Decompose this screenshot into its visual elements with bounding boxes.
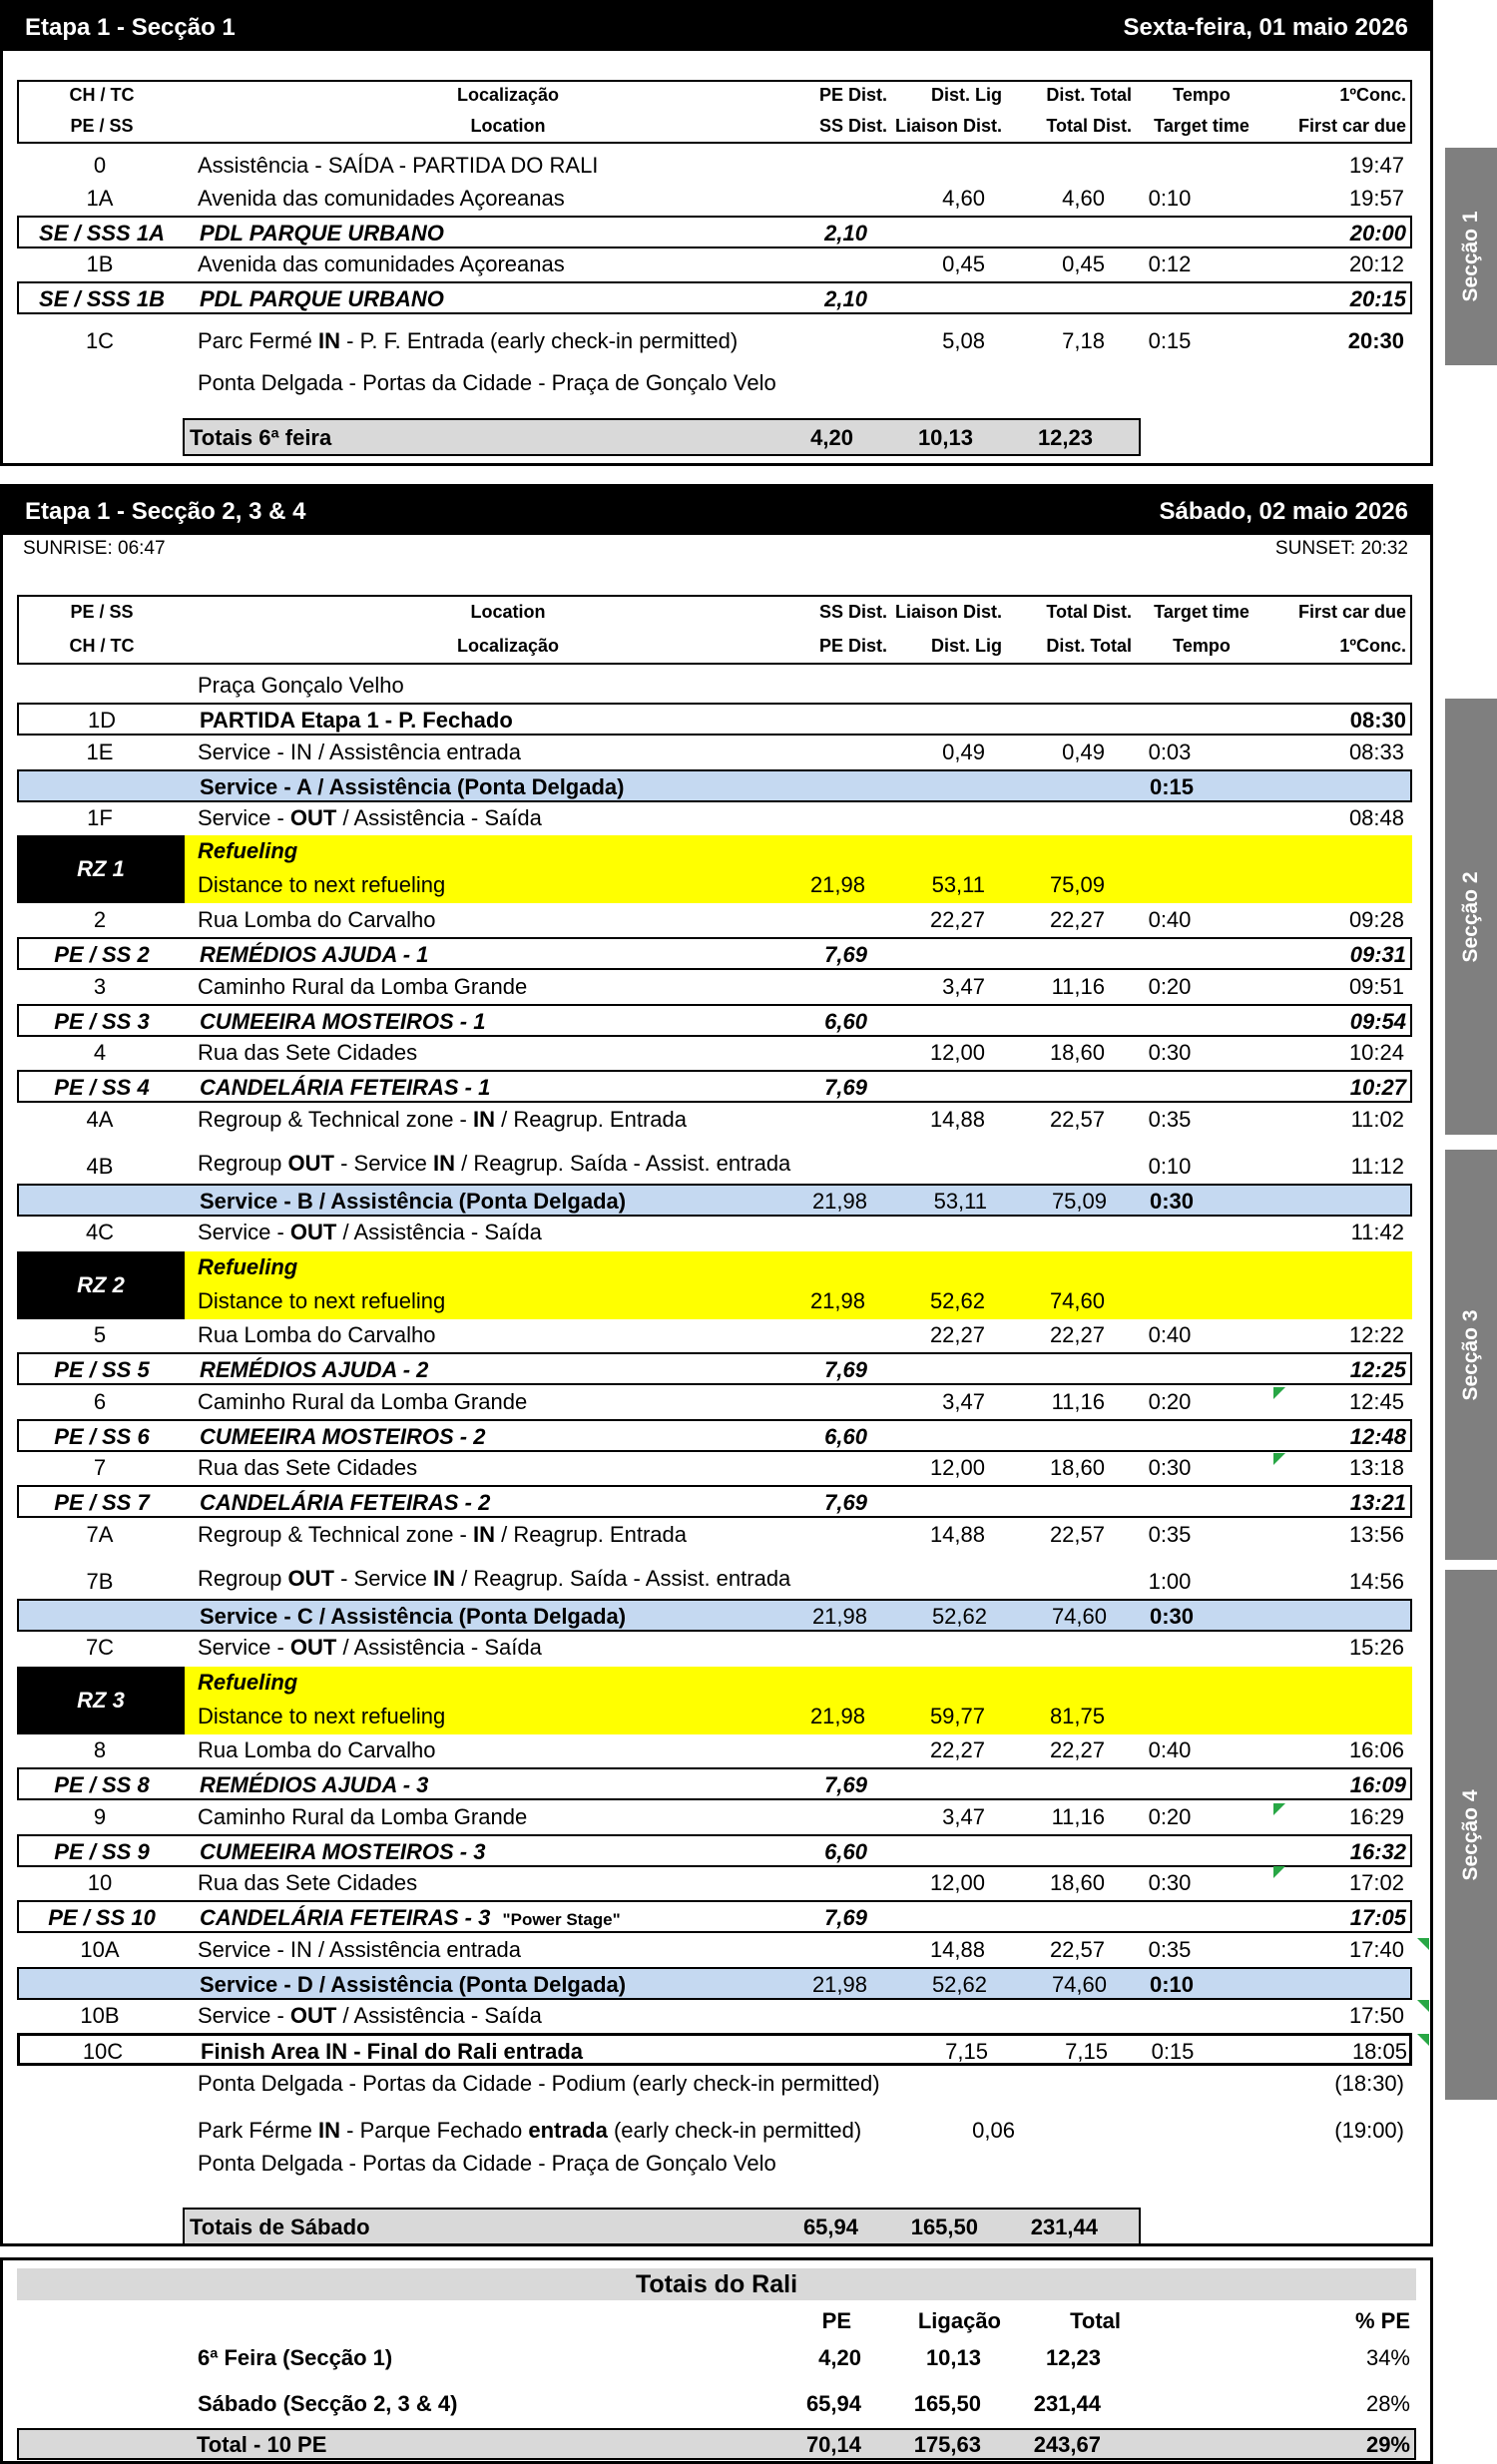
col-loc-en: Location [470, 116, 546, 136]
col-lig-en: Liaison Dist. [894, 116, 1002, 136]
section1-titlebar [3, 3, 1430, 51]
stage-row: SE / SSS 1B PDL PARQUE URBANO 2,10 20:15 [17, 281, 1412, 314]
stage-row: PE / SS 10 CANDELÁRIA FETEIRAS - 3 "Power Stage" 7,69 17:05 [17, 1900, 1412, 1933]
section2-titlebar [3, 487, 1430, 535]
comment-marker [1273, 1387, 1285, 1399]
stage-row: PE / SS 4 CANDELÁRIA FETEIRAS - 1 7,69 10:27 [17, 1070, 1412, 1103]
stage-row: SE / SSS 1A PDL PARQUE URBANO 2,10 20:00 [17, 216, 1412, 248]
col-pe: PE Dist. [818, 85, 887, 105]
section1-tab: Secção 1 [1445, 148, 1497, 365]
table-row: 1A Avenida das comunidades Açoreanas 4,60 4,60 0:10 19:57 [86, 186, 1404, 211]
table-row: 5 Rua Lomba do Carvalho 22,27 22,27 0:40 12:22 [93, 1322, 1404, 1347]
table-row: 8 Rua Lomba do Carvalho 22,27 22,27 0:40 16:06 [93, 1737, 1404, 1762]
refuel-zone-3: RZ 3 Refueling Distance to next refueling 21,98 59,77 81,75 [17, 1667, 1412, 1734]
comment-marker [1417, 1938, 1429, 1950]
table-row: 0 Assistência - SAÍDA - PARTIDA DO RALI 19:47 [93, 153, 1404, 178]
col-ch-en: PE / SS [70, 116, 134, 136]
col-fcd-en: First car due [1297, 116, 1406, 136]
col-loc: Localização [456, 85, 560, 105]
comment-marker [1417, 2034, 1429, 2046]
service-row: Service - A / Assistência (Ponta Delgada) 0:15 [17, 769, 1412, 802]
note-row: Ponta Delgada - Portas da Cidade - Praça de Gonçalo Velo [198, 2151, 776, 2176]
sunset-label: SUNSET: 20:32 [1274, 538, 1408, 559]
section3-tab: Secção 3 [1445, 1150, 1497, 1560]
comment-marker [1273, 1453, 1285, 1465]
col-ch: CH / TC [69, 85, 135, 105]
section2-date: Sábado, 02 maio 2026 [1159, 498, 1408, 525]
table-row: 4C Service - OUT / Assistência - Saída 11:42 [85, 1220, 1404, 1244]
section2-title: Etapa 1 - Secção 2, 3 & 4 [25, 498, 306, 525]
rally-totals-title: Totais do Rali [17, 2268, 1416, 2300]
table-row: 10 Rua das Sete Cidades 12,00 18,60 0:30 17:02 [87, 1870, 1404, 1895]
note-row: Park Férme IN - Parque Fechado entrada (early check-in permitted) 0,06 (19:00) [198, 2118, 1404, 2143]
rally-totals: Totais do Rali PE Ligação Total % PE 6ª Feira (Secção 1) 4,20 10,13 12,23 34% Sábado (Secção 2, 3 & 4) 65,94 165,50 231,44 28% Total - 10 PE 70,14 175,63 243,67 29% [0, 2257, 1433, 2464]
comment-marker [1417, 2000, 1429, 2012]
note-row: Praça Gonçalo Velho [198, 673, 404, 698]
table-row: 3 Caminho Rural da Lomba Grande 3,47 11,16 0:20 09:51 [93, 974, 1404, 999]
comment-marker [1273, 1866, 1285, 1878]
table-row: 10B Service - OUT / Assistência - Saída 17:50 [80, 2003, 1404, 2028]
col-tmp: Tempo [1173, 85, 1231, 105]
note-row: Ponta Delgada - Portas da Cidade - Praça de Gonçalo Velo [198, 370, 776, 395]
table-row: 7A Regroup & Technical zone - IN / Reagrup. Entrada 14,88 22,57 0:35 13:56 [86, 1522, 1404, 1547]
table-row: 4A Regroup & Technical zone - IN / Reagrup. Entrada 14,88 22,57 0:35 11:02 [86, 1107, 1404, 1132]
refuel-zone-2: RZ 2 Refueling Distance to next refueling 21,98 52,62 74,60 [17, 1251, 1412, 1319]
stage-row: PE / SS 9 CUMEEIRA MOSTEIROS - 3 6,60 16:32 [17, 1834, 1412, 1867]
table-row: 7 Rua das Sete Cidades 12,00 18,60 0:30 13:18 [93, 1455, 1404, 1480]
table-row: 6 Caminho Rural da Lomba Grande 3,47 11,16 0:20 12:45 [93, 1389, 1404, 1414]
rally-total-row: Total - 10 PE 70,14 175,63 243,67 29% [17, 2428, 1416, 2460]
section2-frame [0, 484, 1433, 2246]
stage-row: PE / SS 2 REMÉDIOS AJUDA - 1 7,69 09:31 [17, 937, 1412, 970]
table-row: 7B Regroup OUT - Service IN / Reagrup. Saída - Assist. entrada 1:00 14:56 [86, 1566, 1404, 1594]
table-row: 7C Service - OUT / Assistência - Saída 15:26 [85, 1635, 1404, 1660]
section1-title: Etapa 1 - Secção 1 [25, 14, 236, 41]
section1-totals: Totais 6ª feira 4,20 10,13 12,23 [183, 418, 1141, 456]
section2-totals: Totais de Sábado 65,94 165,50 231,44 [183, 2208, 1141, 2245]
refuel-zone-1: RZ 1 Refueling Distance to next refueling 21,98 53,11 75,09 [17, 835, 1412, 903]
sunrise-label: SUNRISE: 06:47 [23, 538, 166, 559]
section4-tab: Secção 4 [1445, 1570, 1497, 2100]
col-tot-en: Total Dist. [1046, 116, 1132, 136]
section1-date: Sexta-feira, 01 maio 2026 [1123, 14, 1408, 41]
table-row: 2 Rua Lomba do Carvalho 22,27 22,27 0:40 09:28 [93, 907, 1404, 932]
table-row: 1C Parc Fermé IN - P. F. Entrada (early check-in permitted) 5,08 7,18 0:15 20:30 [85, 328, 1404, 353]
table-row: 10A Service - IN / Assistência entrada 14,88 22,57 0:35 17:40 [80, 1937, 1404, 1962]
table-row: 1F Service - OUT / Assistência - Saída 08:48 [87, 805, 1404, 830]
table-row: 1B Avenida das comunidades Açoreanas 0,45 0,45 0:12 20:12 [86, 251, 1404, 276]
stage-row: PE / SS 8 REMÉDIOS AJUDA - 3 7,69 16:09 [17, 1767, 1412, 1800]
finish-row: 10C Finish Area IN - Final do Rali entrada 7,15 7,15 0:15 18:05 [17, 2033, 1412, 2066]
service-row: Service - D / Assistência (Ponta Delgada) 21,98 52,62 74,60 0:10 [17, 1967, 1412, 2000]
col-tmp-en: Target time [1154, 116, 1249, 136]
table-row: 4B Regroup OUT - Service IN / Reagrup. Saída - Assist. entrada 0:10 11:12 [86, 1151, 1404, 1179]
section1-frame [0, 0, 1433, 466]
service-row: Service - C / Assistência (Ponta Delgada) 21,98 52,62 74,60 0:30 [17, 1599, 1412, 1632]
col-pe-en: SS Dist. [818, 116, 887, 136]
stage-row: PE / SS 3 CUMEEIRA MOSTEIROS - 1 6,60 09:54 [17, 1004, 1412, 1037]
table-row: 4 Rua das Sete Cidades 12,00 18,60 0:30 10:24 [93, 1040, 1404, 1065]
table-row: 1D PARTIDA Etapa 1 - P. Fechado 08:30 [17, 703, 1412, 736]
table-row: 9 Caminho Rural da Lomba Grande 3,47 11,16 0:20 16:29 [93, 1804, 1404, 1829]
section2-tab: Secção 2 [1445, 699, 1497, 1135]
section1-column-header [17, 80, 1412, 144]
col-tot: Dist. Total [1046, 85, 1132, 105]
service-row: Service - B / Assistência (Ponta Delgada) 21,98 53,11 75,09 0:30 [17, 1184, 1412, 1217]
comment-marker [1273, 1803, 1285, 1815]
col-lig: Dist. Lig [931, 85, 1002, 105]
section2-column-header: PE / SS Location SS Dist. Liaison Dist. Total Dist. Target time First car due CH / TC Localização PE Dist. Dist. Lig Dist. Total Tempo 1ºConc. [17, 595, 1412, 665]
stage-row: PE / SS 6 CUMEEIRA MOSTEIROS - 2 6,60 12:48 [17, 1419, 1412, 1452]
table-row: 1E Service - IN / Assistência entrada 0,49 0,49 0:03 08:33 [86, 739, 1404, 764]
col-fcd: 1ºConc. [1339, 85, 1406, 105]
stage-row: PE / SS 7 CANDELÁRIA FETEIRAS - 2 7,69 13:21 [17, 1485, 1412, 1518]
note-row: Ponta Delgada - Portas da Cidade - Podium (early check-in permitted) (18:30) [198, 2071, 1404, 2096]
stage-row: PE / SS 5 REMÉDIOS AJUDA - 2 7,69 12:25 [17, 1352, 1412, 1385]
